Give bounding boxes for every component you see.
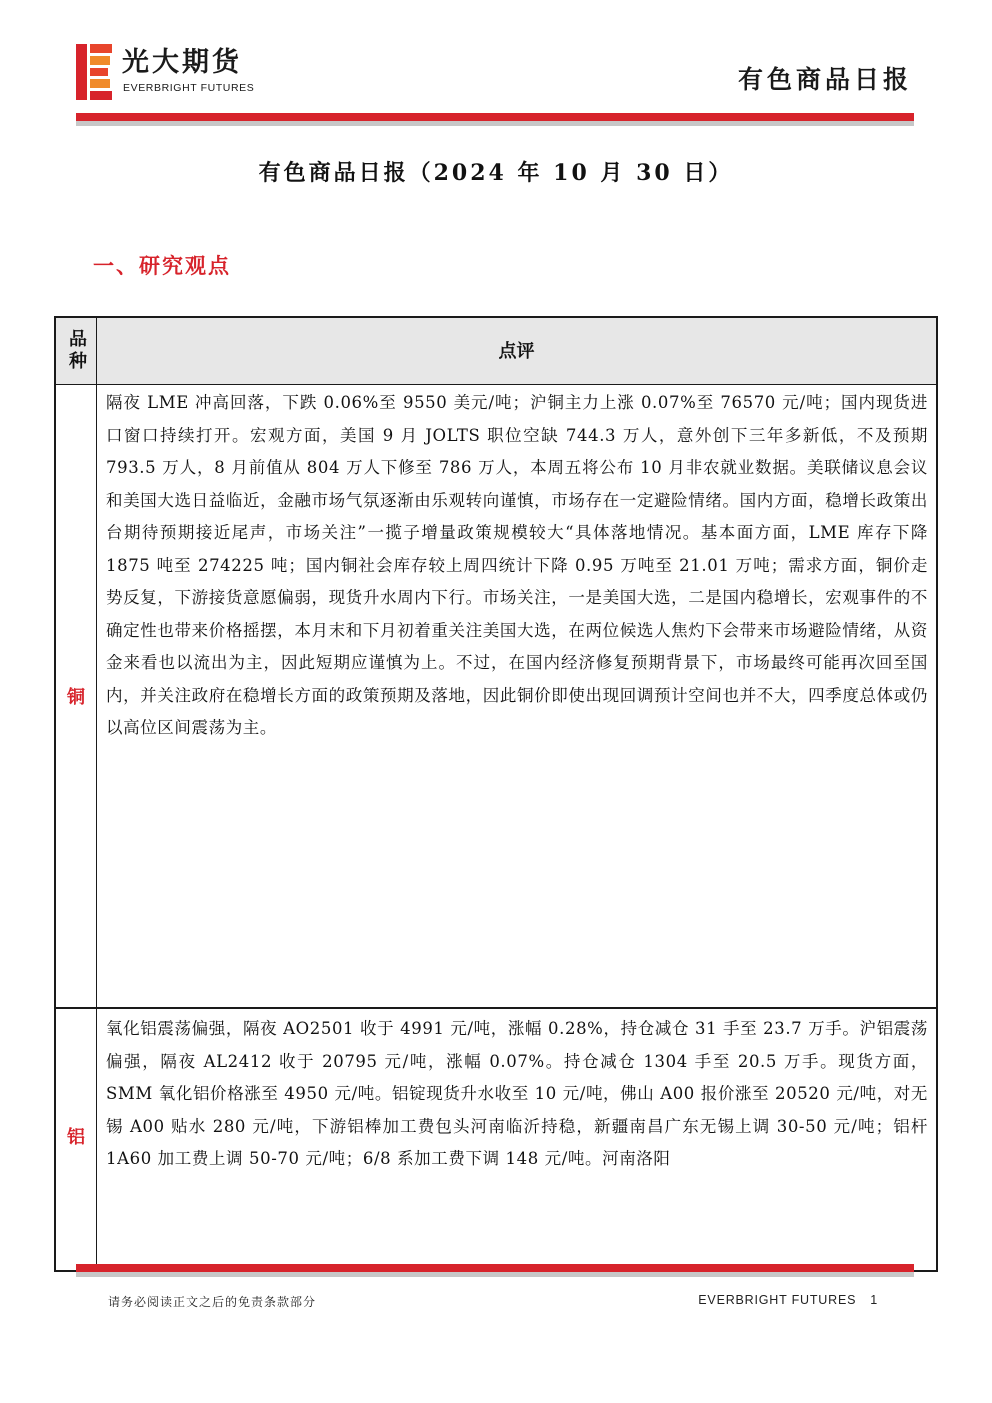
comment-copper: 隔夜 LME 冲高回落，下跌 0.06%至 9550 美元/吨；沪铜主力上涨 0.07%至 76570 元/吨；国内现货进口窗口持续打开。宏观方面，美国 9 月 JOLTS 职位空缺 744.3 万人，意外创下三年多新低，不及预期 793.5 万人，8 月前值从 804 万人下修至 786 万人，本周五将公布 10 月非农就业数据。美联储议息会议和美国大选日益临近，金融市场气氛逐渐由乐观转向谨慎，市场存在一定避险情绪。国内方面，稳增长政策出台期待预期接近尾声，市场关注”一揽子增量政策规模较大“具体落地情况。基本面方面，LME 库存下降 1875 吨至 274225 吨；国内铜社会库存较上周四统计下降 0.95 万吨至 21.01 万吨；需求方面，铜价走势反复，下游接货意愿偏弱，现货升水周内下行。市场关注，一是美国大选，二是国内稳增长，宏观事件的不确定性也带来价格摇摆，本月末和下月初着重关注美国大选，在两位候选人焦灼下会带来市场避险情绪，从资金来看也以流出为主，因此短期应谨慎为上。不过，在国内经济修复预期背景下，市场最终可能再次回至国内，并关注政府在稳增长方面的政策预期及落地，因此铜价即使出现回调预计空间也并不大，四季度总体或仍以高位区间震荡为主。 — [106, 393, 928, 737]
footer-company-name: EVERBRIGHT FUTURES — [698, 1293, 857, 1307]
section-heading: 一、研究观点 — [93, 253, 231, 278]
variety-label-aluminum: 铝 — [67, 1127, 85, 1148]
table-header-row — [56, 318, 936, 385]
everbright-logo-icon — [76, 44, 116, 100]
report-type-header: 有色商品日报 — [737, 65, 912, 94]
footer-rule-shadow — [76, 1272, 914, 1277]
company-logo — [76, 44, 286, 100]
research-table — [54, 316, 938, 1272]
footer-rule — [76, 1264, 914, 1272]
header-variety: 品种 — [66, 329, 87, 373]
logo-english-name: EVERBRIGHT FUTURES — [123, 82, 255, 94]
variety-label-copper: 铜 — [67, 687, 85, 708]
footer-disclaimer: 请务必阅读正文之后的免责条款部分 — [108, 1295, 317, 1309]
table-row-copper — [56, 385, 936, 1009]
column-divider — [96, 318, 97, 1270]
header-rule-shadow — [76, 121, 914, 126]
logo-chinese-name: 光大期货 — [122, 47, 242, 78]
table-row-aluminum — [56, 1009, 936, 1272]
header-comment: 点评 — [498, 341, 535, 362]
comment-aluminum: 氧化铝震荡偏强，隔夜 AO2501 收于 4991 元/吨，涨幅 0.28%，持仓减仓 31 手至 23.7 万手。沪铝震荡偏强，隔夜 AL2412 收于 20795 元/吨，涨幅 0.07%。持仓减仓 1304 手至 20.5 万手。现货方面，SMM 氧化铝价格涨至 4950 元/吨。铝锭现货升水收至 10 元/吨，佛山 A00 报价涨至 20520 元/吨，对无锡 A00 贴水 280 元/吨，下游铝棒加工费包头河南临沂持稳，新疆南昌广东无锡上调 30-50 元/吨；铝杆 1A60 加工费上调 50-70 元/吨；6/8 系加工费下调 148 元/吨。河南洛阳 — [106, 1019, 928, 1168]
footer-company — [698, 1293, 878, 1307]
page-number: 1 — [870, 1293, 878, 1307]
header-rule — [76, 113, 914, 121]
document-title: 有色商品日报（2024 年 10 月 30 日） — [258, 160, 734, 186]
